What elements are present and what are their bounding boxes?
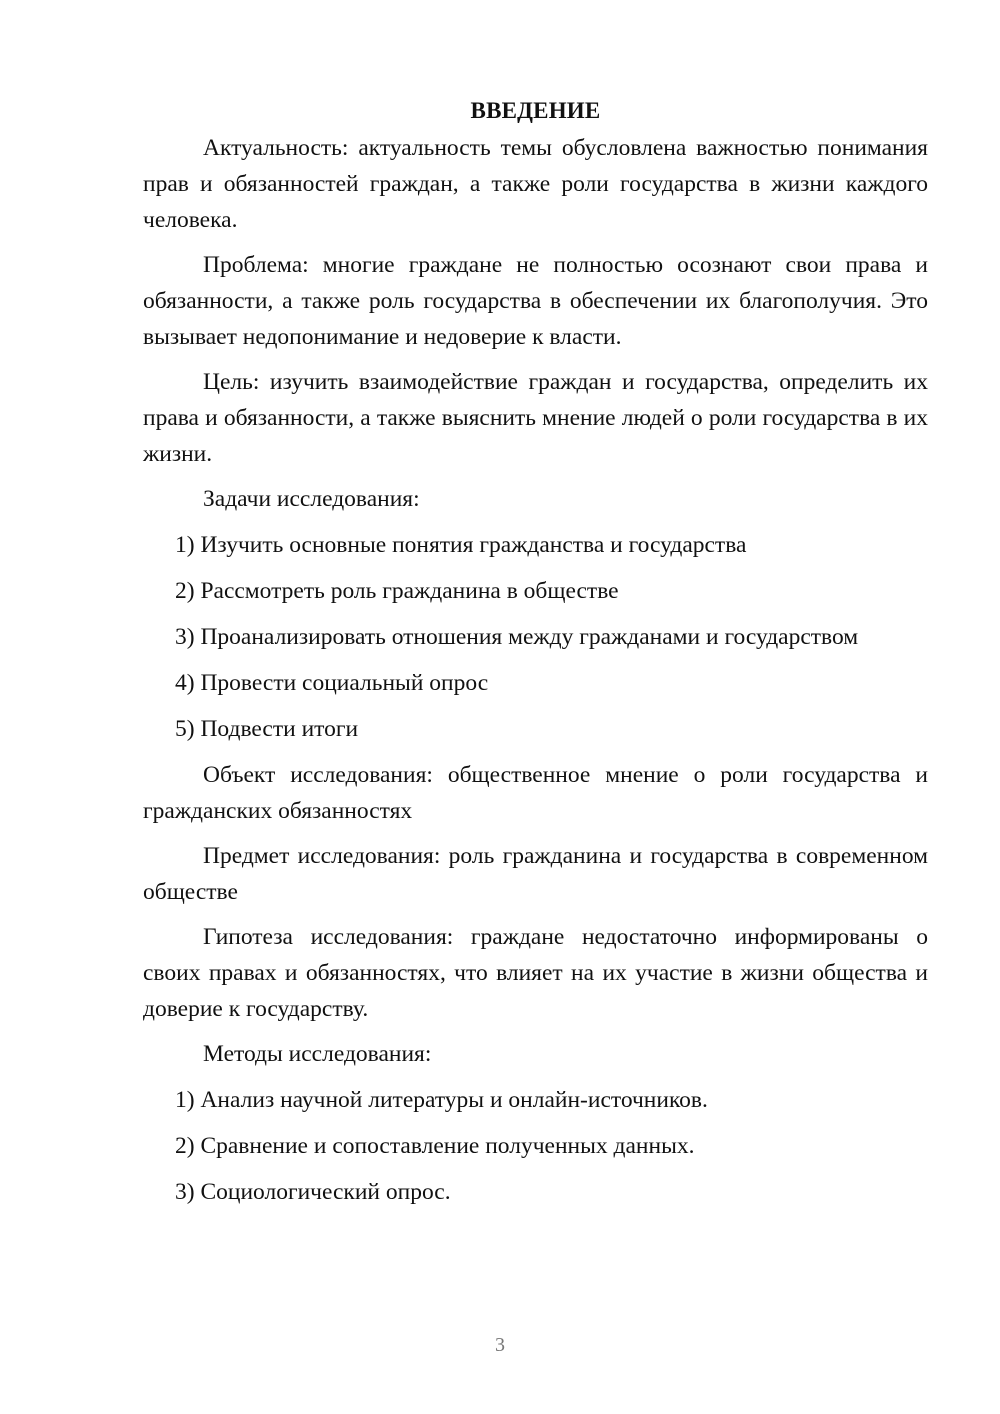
subject-paragraph: Предмет исследования: роль гражданина и государства в современном обществе — [143, 843, 928, 905]
problem-paragraph: Проблема: многие граждане не полностью осознают свои права и обязанности, а также роль государства в обеспечении их благополучия. Это вызывает недопонимание и недоверие к власти. — [143, 252, 928, 350]
list-item: 3) Проанализировать отношения между гражданами и государством — [175, 624, 859, 650]
list-item: 2) Рассмотреть роль гражданина в обществе — [175, 578, 619, 604]
list-item: 2) Сравнение и сопоставление полученных данных. — [175, 1133, 695, 1159]
methods-heading: Методы исследования: — [203, 1041, 432, 1067]
tasks-list — [143, 527, 928, 747]
relevance-paragraph: Актуальность: актуальность темы обусловлена важностью понимания прав и обязанностей граждан, а также роли государства в жизни каждого человека. — [143, 135, 928, 233]
list-item: 3) Социологический опрос. — [175, 1179, 451, 1205]
goal-paragraph: Цель: изучить взаимодействие граждан и государства, определить их права и обязанности, а также выяснить мнение людей о роли государства в их жизни. — [143, 369, 928, 467]
page-number: 3 — [495, 1334, 505, 1356]
object-paragraph: Объект исследования: общественное мнение о роли государства и гражданских обязанностях — [143, 762, 928, 824]
list-item: 4) Провести социальный опрос — [175, 670, 489, 696]
tasks-heading: Задачи исследования: — [203, 486, 420, 512]
methods-list — [143, 1082, 928, 1210]
list-item: 1) Изучить основные понятия гражданства и государства — [175, 532, 747, 558]
document-page — [143, 96, 928, 1220]
list-item: 5) Подвести итоги — [175, 716, 359, 742]
section-title: ВВЕДЕНИЕ — [470, 98, 601, 123]
list-item: 1) Анализ научной литературы и онлайн-источников. — [175, 1087, 708, 1113]
hypothesis-paragraph: Гипотеза исследования: граждане недостаточно информированы о своих правах и обязанностях, что влияет на их участие в жизни общества и доверие к государству. — [143, 924, 928, 1022]
